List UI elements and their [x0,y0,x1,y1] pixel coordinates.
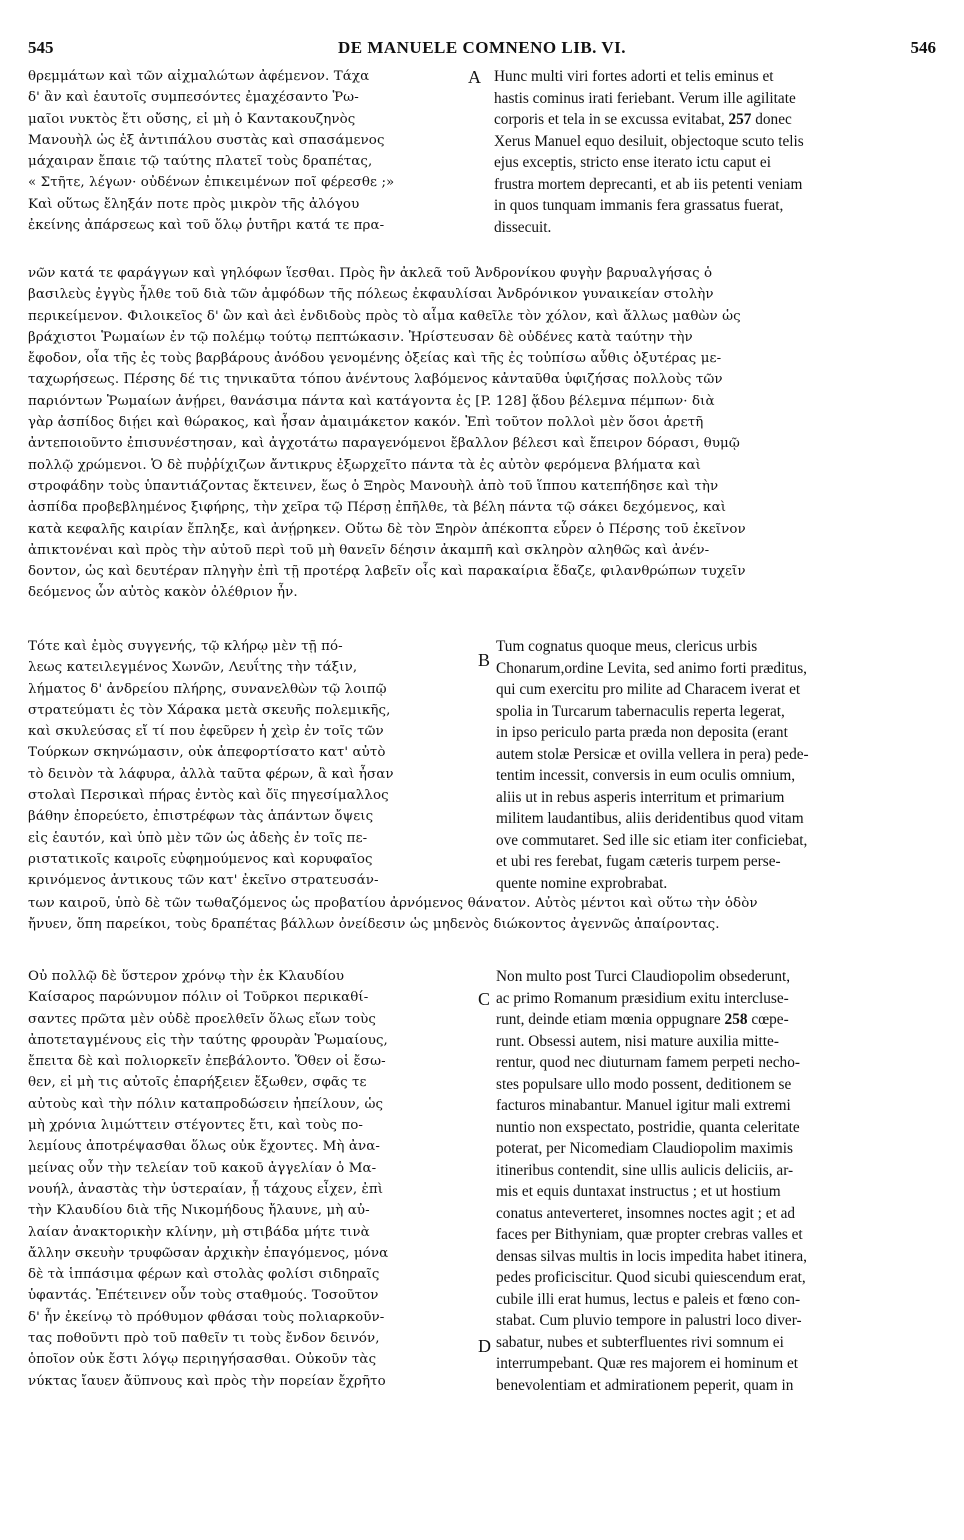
latin-line [496,1074,936,1096]
greek-line: λεως κατειλεγμένος Χωνῶν, Λευΐτης τὴν τάξιν, [28,660,358,676]
greek-full-line: βασιλεὺς ἐγγὺς ἦλθε τοῦ διὰ τῶν ἀμφόδων τῆς πόλεως ἐκφαυλίσαι Ἀνδρόνικον γυναικείαν στολὴν [28,287,714,303]
greek-full-line: ἀντεποιοῦντο ἐπισυνέστησαν, καὶ ἀγχοτάτω παραγενόμενοι ἔβαλλον βέλεσι καὶ ἔπειρον δόρασι, θυμῷ [28,436,740,452]
latin-text: ejus exceptis, stricto ense iterato ictu caput ei [494,154,771,171]
greek-full-line: νῶν κατά τε φαράγγων καὶ γηλόφων ἵεσθαι. Πρὸς ἣν ἀκλεᾶ τοῦ Ἀνδρονίκου φυγὴν βαρυαλγήσας ὁ [28,266,713,281]
latin-line [494,152,936,174]
latin-line [496,1267,936,1289]
latin-line [496,1375,936,1397]
latin-text: et ubi res ferebat, fugam cæteris turpem perse- [496,853,781,870]
latin-text: Hunc multi viri fortes adorti et telis eminus et [494,68,774,85]
section-marker-b: B [478,650,491,670]
greek-line: τας ποθοῦντι πρὸ τοῦ παθεῖν τι τοὺς ἔνδον δεινόν, [28,1331,380,1347]
latin-line [496,765,936,787]
latin-line [496,988,936,1010]
latin-line [496,1052,936,1074]
greek-line: « Στῆτε, λέγων· οὐδένων ἐπικειμένων ποῖ φέρεσθε ;» [28,175,395,191]
greek-line: βάθην ἐπορεύετο, ἐπιστρέφων τὰς ἁπάντων ὄψεις [28,809,374,825]
greek-line: καὶ σκυλεύσας εἴ τί που ἐφεῦρεν ἡ χεὶρ ἐν τοῖς τῶν [28,724,384,740]
greek-line: τὸ δεινὸν τὰ λάφυρα, ἀλλὰ ταῦτα φέρων, ἃ καὶ ἦσαν [28,766,394,782]
latin-line [494,131,936,153]
latin-text: rentur, quod nec diuturnam famem perpeti necho- [496,1054,800,1071]
latin-line [496,1009,936,1031]
greek-full-line: ἔφοδον, οἷα τῆς ἐς τοὺς βαρβάρους ἀνόδου γενομένης ὀξείας καὶ τῆς ἐς τοὐπίσω αὖθις ὀξυτέρας με- [28,351,722,367]
section-b-latin-column [496,636,936,894]
greek-line: ἔπειτα δὲ καὶ πολιορκεῖν ἐπεβάλοντο. Ὅθεν οἱ ἔσω- [28,1054,386,1070]
greek-full-line: στροφάδην τοὺς ὑπαντιάζοντας ἔκτεινεν, ἕως ὁ Ξηρὸς Μανουὴλ ἀπὸ τοῦ ἵππου κατεπήδησε καὶ τὴν [28,478,719,494]
greek-line: στολαὶ Περσικαὶ πήρας ἐντὸς καὶ ὄϊς πηγεσίμαλλος [28,788,389,804]
latin-text: ove commutaret. Sed ille sic etiam iter conficiebat, [496,831,808,849]
greek-line: θρεμμάτων καὶ τῶν αἰχμαλώτων ἀφέμενον. Τάχα [28,69,370,84]
greek-line: στρατεύματι ἐς τὸν Χάρακα μετὰ σκευῆς πολεμικῆς, [28,702,391,718]
greek-line: θεν, εἰ μὴ τις αὐτοῖς ἐπαρήξειεν ἔξωθεν, σφᾶς τε [28,1075,367,1091]
page-header [28,38,936,62]
greek-line: λεμίους ἀποτρέψασθαι ὅλως οὐκ ἔχοντες. Μὴ ἀνα- [28,1139,381,1155]
latin-text: itineribus contendit, sine ullis aulicis deliciis, ar- [496,1161,794,1179]
latin-line [494,66,936,88]
greek-line: Τούρκων σκηνώμασιν, οὐκ ἀπεφορτίσατο κατ' αὐτὸ [28,745,386,761]
greek-line: λαίαν ἀνακτορικὴν κλίνην, μὴ στιβάδα μήτε τινὰ [28,1224,370,1240]
latin-text: spolia in Turcarum tabernaculis reperta legerat, [496,702,785,720]
latin-text: tentim incessit, conversis in eum oculis omnium, [496,767,796,784]
greek-line: δ' ἂν καὶ ἑαυτοῖς συμπεσόντες ἐμαχέσαντο Ῥω- [28,90,359,106]
latin-line [496,1310,936,1332]
latin-line [496,658,936,680]
latin-text: dissecuit. [494,218,552,236]
latin-text: cœpe- [747,1011,789,1028]
latin-line [496,1138,936,1160]
latin-text: quente nomine exprobrabat. [496,874,668,892]
latin-line [496,1353,936,1375]
greek-line: Καίσαρος παρώνυμον πόλιν οἱ Τοῦρκοι περικαθί- [28,990,369,1006]
greek-full-line: κατὰ κεφαλῆς καιρίαν ἔπληξε, καὶ ἀνῄρηκεν. Οὕτω δὲ τὸν Ξηρὸν ἀπέκοπτα εὗρεν ὁ Πέρσης τοῦ ἐκεῖνον [28,521,746,537]
section-c-greek-column [28,966,472,1392]
latin-line [496,873,936,895]
latin-text: stes populsare ullo modo possent, deditionem se [496,1075,792,1093]
latin-text: faces per Bithyniam, quæ propter crebras valles et [496,1226,803,1243]
greek-full-line: γὰρ ἀσπίδος διῄει καὶ θώρακος, καὶ ἦσαν ἀμαιμάκετον κακόν. Ἐπὶ τοῦτον πολλοὶ μὲν ὅσοι ἀρετῆ [28,415,704,431]
latin-text: qui cum exercitu pro milite ad Characem iverat et [496,681,801,698]
section-b-greek-fullwidth [28,893,936,936]
running-title: DE MANUELE COMNENO LIB. VI. [337,38,627,57]
greek-line: Οὐ πολλῷ δὲ ὕστερον χρόνῳ τὴν ἐκ Κλαυδίου [28,969,345,984]
latin-text: conatus anteverteret, insomnes noctes agit ; et ad [496,1204,796,1222]
greek-line: μαῖοι νυκτὸς ἔτι οὔσης, εἰ μὴ ὁ Καντακουζηνὸς [28,111,356,127]
latin-line [496,830,936,852]
latin-line [496,722,936,744]
greek-full-line: ἀπικτονέναι καὶ πρὸς τὴν αὐτοῦ περὶ τοῦ μὴ θανεῖν δέησιν ἀκαμπῆ καὶ σκληρὸν αληθῶς καὶ ἀνέν- [28,542,710,558]
greek-full-line: περικείμενον. Φιλοικεῖος δ' ὢν καὶ ἀεὶ ἐνδιδοὺς πρὸς τὸ αἷμα καθεῖλε τὸν χόλον, καὶ ἄλλως μαθὼν ὡς [28,308,741,324]
greek-line: μὴ χρόνια λιμώττειν στέγοντες ἔτι, καὶ τοὺς πο- [28,1118,363,1134]
latin-text: autem stolæ Persicæ et ovilla vellera in pera) pede- [496,745,809,763]
latin-text: runt, deinde etiam mœnia oppugnare [496,1011,725,1028]
latin-text: mis et equis duntaxat instructus ; et ut hostium [496,1183,781,1200]
latin-text: pedes proficiscitur. Quod sicubi quiescendum erat, [496,1269,806,1286]
latin-line [494,109,936,131]
page-reference-number: 258 [724,1011,748,1028]
latin-text: densas silvas multis in locis impedita habet itinera, [496,1247,807,1265]
greek-line: τὴν Κλαυδίου διὰ τῆς Νικομήδους ἤλαυνε, μὴ αὐ- [28,1203,370,1219]
latin-text: benevolentiam et admirationem peperit, quam in [496,1376,794,1394]
latin-text: Tum cognatus quoque meus, clericus urbis [496,638,758,655]
latin-line [496,636,936,658]
latin-text: poterat, per Nicomediam Claudiopolim maximis [496,1140,793,1157]
latin-text: facturos minabantur. Manuel igitur mali extremi [496,1097,791,1114]
latin-text: militem laudantibus, aliis deridentibus quod vitam [496,810,804,827]
latin-text: Chonarum,ordine Levita, sed animo forti præditus, [496,659,807,677]
section-b-greek-column [28,636,472,892]
latin-text: in ipso periculo parta præda non deposita (erant [496,724,788,741]
greek-line: εἰς ἑαυτόν, καὶ ὑπὸ μὲν τῶν ὡς ἀδεὴς ἐν τοῖς πε- [28,830,368,846]
latin-line [496,1224,936,1246]
greek-line: ὁποῖον οὐκ ἔστι λόγῳ περιηγήσασθαι. Οὐκοῦν τὰς [28,1352,377,1368]
greek-line: μάχαιραν ἔπαιε τῷ ταύτης πλατεῖ τοὺς δραπέτας, [28,154,373,170]
greek-line: λήματος δ' ἀνδρείου πλήρης, συνανελθὼν τῷ λοιπῷ [28,681,387,697]
latin-line [494,217,936,239]
latin-text: ac primo Romanum præsidium exitu intercluse- [496,989,789,1007]
greek-full-line: πολλῷ χρώμενοι. Ὁ δὲ πυῤῥίχιζων ἄντικρυς ἐξωρχεῖτο πάντα τὰ ἐς αὐτὸν φερόμενα βλήματα καὶ [28,457,702,473]
greek-line: ἄλλην σκευὴν τρυφῶσαν ἀρχικὴν ἐπαγόμενος, μόνα [28,1245,389,1261]
section-a-greek-column [28,66,472,236]
page-number-left: 545 [28,38,54,57]
greek-line: Μανουὴλ ὡς ἐξ ἀντιπάλου συστὰς καὶ σπασάμενος [28,132,385,148]
latin-line [496,851,936,873]
greek-full-line: δοντον, ὡς καὶ δευτέραν πληγὴν ἐπὶ τῇ προτέρᾳ λαβεῖν οἷς καὶ παρακαίρια ἔδαζε, φιλανθρώπων τυχεῖν [28,564,746,580]
latin-line [496,966,936,988]
latin-line [496,1181,936,1203]
greek-line: ριστατικοῖς καιροῖς εὐφημούμενος καὶ κορυφαῖος [28,851,373,867]
latin-text: sabatur, nubes et subterfluentes rivi somnum ei [496,1333,784,1351]
greek-full-line: ἤνυεν, ὅπη παρείκοι, τοὺς δραπέτας βάλλων ὀνείδεσιν ὡς μηδενὸς διώκοντος ἀγεννῶς ἀπαίροντας. [28,917,720,933]
section-a-greek-fullwidth [28,263,936,604]
latin-text: stabat. Cum pluvio tempore in palustri loco diver- [496,1312,802,1329]
latin-line [496,679,936,701]
latin-line [496,1095,936,1117]
section-a-latin-column [494,66,936,238]
latin-line [496,1203,936,1225]
greek-full-line: ταχωρήσεως. Πέρσης δέ τις τηνικαῦτα τόπου ἀνέντους λαβόμενος κἀνταῦθα ὑφιζήσας πολλοὺς τῶν [28,372,723,388]
greek-full-line: δεόμενος ὧν αὐτὸς κακὸν ὀλέθριον ἦν. [28,585,298,601]
latin-text: Xerus Manuel equo desiluit, objectoque scuto telis [494,132,804,150]
latin-line [494,88,936,110]
greek-line: δ' ἦν ἐκείνῳ τὸ πρόθυμον φθάσαι τοὺς πολιαρκοῦν- [28,1309,385,1325]
latin-line [496,701,936,723]
greek-line: σαντες πρῶτα μὲν οὐδὲ προελθεῖν ὅλως εἴων τοὺς [28,1011,376,1027]
section-c-latin-column [496,966,936,1396]
greek-full-line: των καιροῦ, ὑπὸ δὲ τῶν τωθαζόμενος ὡς προβατίου ἀρνόμενος θάνατον. Αὐτὸς μέντοι καὶ οὕτω τὴν ὁδὸν [28,896,758,911]
latin-text: cubile illi erat humus, lectus e paleis et fœno con- [496,1290,801,1308]
latin-line [494,195,936,217]
latin-text: interrumpebant. Quæ res majorem ei hominum et [496,1355,799,1372]
greek-line: δὲ τὰ ἱππάσιμα φέρων καὶ στολὰς φολίσι σιδηραῖς [28,1267,380,1283]
section-marker-c: C [478,989,491,1009]
latin-text: Non multo post Turci Claudiopolim obsederunt, [496,968,791,985]
latin-text: donec [751,111,792,128]
latin-text: nuntio non exspectato, postridie, quanta celeritate [496,1118,800,1136]
greek-line: Καὶ οὕτως ἔληξάν ποτε πρὸς μικρὸν τῆς ἀλόγου [28,196,360,212]
page-number-right: 546 [910,38,936,57]
greek-line: ὑφαντάς. Ἐπέτεινεν οὖν τοὺς σταθμούς. Τοσοῦτον [28,1288,379,1304]
latin-text: aliis ut in rebus asperis interritum et primarium [496,788,785,806]
greek-line: νουήλ, ἀναστὰς τὴν ὑστεραίαν, ᾗ τάχους εἶχεν, ἐπὶ [28,1181,384,1197]
latin-line [496,787,936,809]
latin-line [496,1246,936,1268]
section-marker-d: D [478,1336,491,1356]
greek-line: Τότε καὶ ἐμὸς συγγενής, τῷ κλήρῳ μὲν τῇ πό- [28,639,343,654]
latin-line [496,1289,936,1311]
latin-text: runt. Obsessi autem, nisi mature auxilia mitte- [496,1032,779,1050]
latin-line [496,744,936,766]
greek-line: κρινόμενος ἀντικους τῶν κατ' ἐκεῖνο στρατευσάν- [28,873,379,889]
page-reference-number: 257 [728,111,752,128]
latin-line [496,1031,936,1053]
greek-line: μείνας οὖν τὴν τελείαν τοῦ κακοῦ ἀγγελίαν ὁ Μα- [28,1160,377,1176]
greek-full-line: βράχιστοι Ῥωμαίων ἐν τῷ πολέμῳ τούτῳ πεπτώκασιν. Ἠρίστευσαν δὲ οὐδένες κατὰ ταύτην τὴν [28,329,693,345]
greek-line: αὐτοὺς καὶ τὴν πόλιν καταπροδώσειν ἠπείλουν, ὡς [28,1096,384,1112]
latin-text: frustra mortem deprecanti, et ab iis petenti veniam [494,175,803,193]
latin-text: hastis cominus irati feriebant. Verum ille agilitate [494,89,796,107]
greek-line: ἀποτεταγμένους εἰς τὴν ταύτης φρουρὰν Ῥωμαίους, [28,1032,388,1048]
section-marker-a: A [468,67,481,87]
greek-full-line: ἀσπίδα προβεβλημένος ξιφήρης, τὴν χεῖρα τῷ Πέρσῃ ἐπῆλθε, τὰ βέλη πάντα τῷ σάκει δεχόμενος, καὶ [28,500,727,516]
latin-line [496,1117,936,1139]
latin-text: corporis et tela in se excussa evitabat, [494,111,729,128]
greek-line: ἐκείνης ἀπάρσεως καὶ τοῦ ὅλῳ ῥυτῆρι κατά τε πρα- [28,218,385,234]
greek-line: νύκτας ἴαυεν ἄϋπνους καὶ πρὸς τὴν πορείαν ἔχρῆτο [28,1373,386,1389]
latin-text: in quos tunquam immanis fera grassatus fuerat, [494,197,784,214]
latin-line [496,1332,936,1354]
greek-full-line: παριόντων Ῥωμαίων ἀνῄρει, θανάσιμα πάντα καὶ κατάγοντα ἐς [P. 128] ᾅδου βέλεμνα πέμπων· διὰ [28,393,715,409]
latin-line [496,1160,936,1182]
latin-line [496,808,936,830]
latin-line [494,174,936,196]
